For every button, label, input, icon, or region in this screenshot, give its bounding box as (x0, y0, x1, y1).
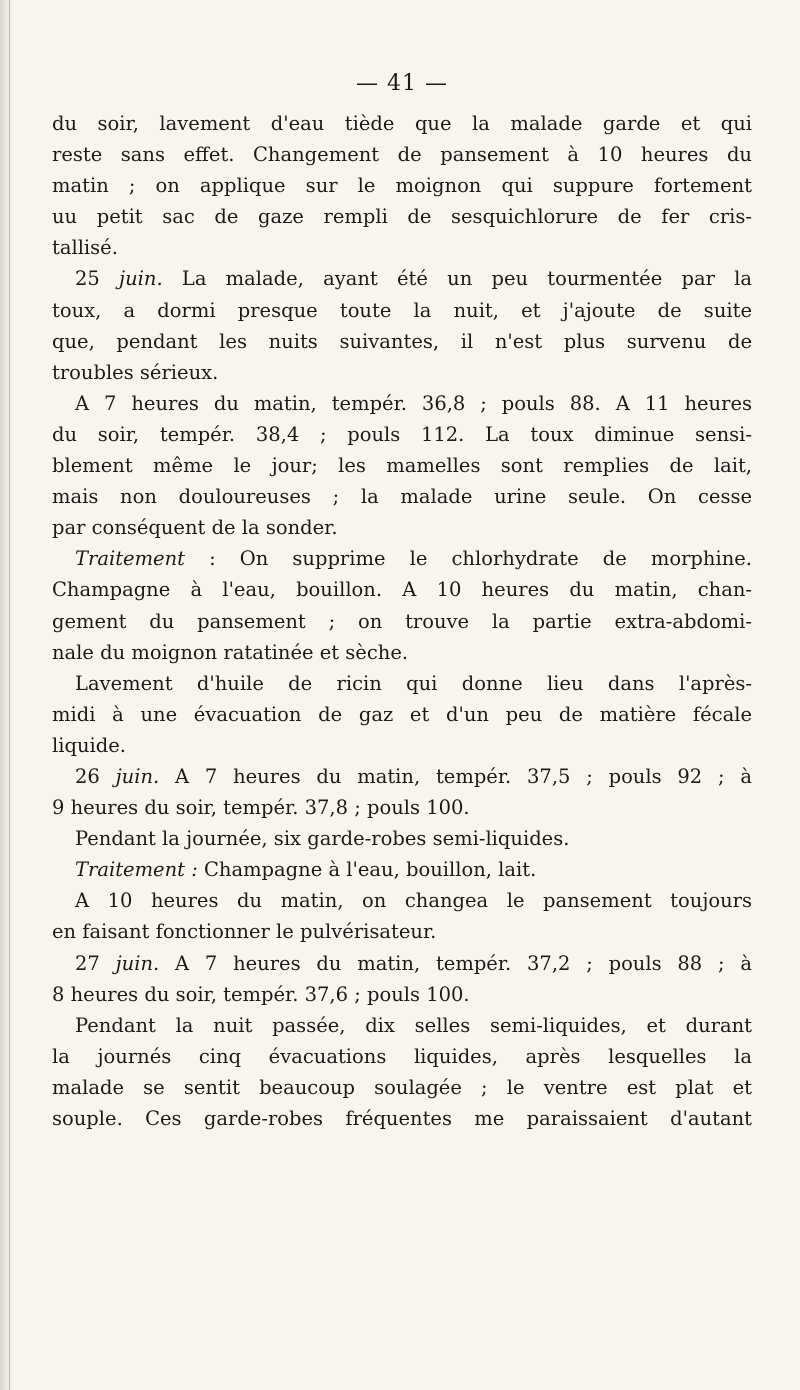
text-line: 9 heures du soir, tempér. 37,8 ; pouls 100. (52, 796, 470, 820)
text-line: en faisant fonctionner le pulvérisateur. (52, 920, 437, 944)
body-text (52, 108, 752, 1134)
text-line: reste sans effet. Changement de pansement à 10 heures du (52, 143, 752, 167)
text-line: Champagne à l'eau, bouillon. A 10 heures du matin, chan- (52, 578, 752, 602)
text-line: souple. Ces garde-robes fréquentes me paraissaient d'autant (52, 1107, 752, 1130)
text-line: matin ; on applique sur le moignon qui suppure fortement (52, 174, 752, 198)
text-line: A 10 heures du matin, on changea le pansement toujours (75, 889, 752, 913)
page-binding-line (9, 0, 10, 1390)
page-binding-edge (0, 0, 14, 1390)
text-line: Traitement : Champagne à l'eau, bouillon, lait. (75, 858, 537, 882)
text-line: 25 juin. La malade, ayant été un peu tourmentée par la (75, 267, 752, 291)
text-line: malade se sentit beaucoup soulagée ; le ventre est plat et (52, 1075, 752, 1099)
text-line: gement du pansement ; on trouve la partie extra-abdomi- (52, 609, 752, 633)
text-line: A 7 heures du matin, tempér. 36,8 ; pouls 88. A 11 heures (75, 391, 752, 415)
text-line: du soir, lavement d'eau tiède que la malade garde et qui (52, 112, 752, 135)
text-line: mais non douloureuses ; la malade urine seule. On cesse (52, 485, 752, 509)
page-number: — 41 — (356, 71, 448, 96)
text-line: Pendant la journée, six garde-robes semi-liquides. (75, 827, 570, 851)
book-page (52, 70, 752, 1134)
text-line: Lavement d'huile de ricin qui donne lieu dans l'après- (75, 671, 752, 695)
text-line: liquide. (52, 733, 126, 757)
text-line: 27 juin. A 7 heures du matin, tempér. 37,2 ; pouls 88 ; à (75, 951, 752, 975)
text-line: Pendant la nuit passée, dix selles semi-liquides, et durant (75, 1013, 752, 1037)
text-line: 26 juin. A 7 heures du matin, tempér. 37,5 ; pouls 92 ; à (75, 764, 752, 788)
text-line: midi à une évacuation de gaz et d'un peu de matière fécale (52, 702, 752, 726)
text-line: toux, a dormi presque toute la nuit, et j'ajoute de suite (52, 298, 752, 322)
text-line: uu petit sac de gaze rempli de sesquichlorure de fer cris- (52, 205, 752, 229)
text-line: du soir, tempér. 38,4 ; pouls 112. La toux diminue sensi- (52, 422, 752, 446)
text-line: 8 heures du soir, tempér. 37,6 ; pouls 100. (52, 982, 470, 1006)
text-line: tallisé. (52, 236, 118, 260)
text-line: blement même le jour; les mamelles sont remplies de lait, (52, 454, 752, 478)
text-line: Traitement : On supprime le chlorhydrate de morphine. (75, 547, 752, 571)
text-line: troubles sérieux. (52, 360, 219, 384)
text-line: par conséquent de la sonder. (52, 516, 338, 540)
text-line: la journés cinq évacuations liquides, après lesquelles la (52, 1044, 752, 1068)
text-line: que, pendant les nuits suivantes, il n'est plus survenu de (52, 329, 752, 353)
text-line: nale du moignon ratatinée et sèche. (52, 640, 409, 664)
